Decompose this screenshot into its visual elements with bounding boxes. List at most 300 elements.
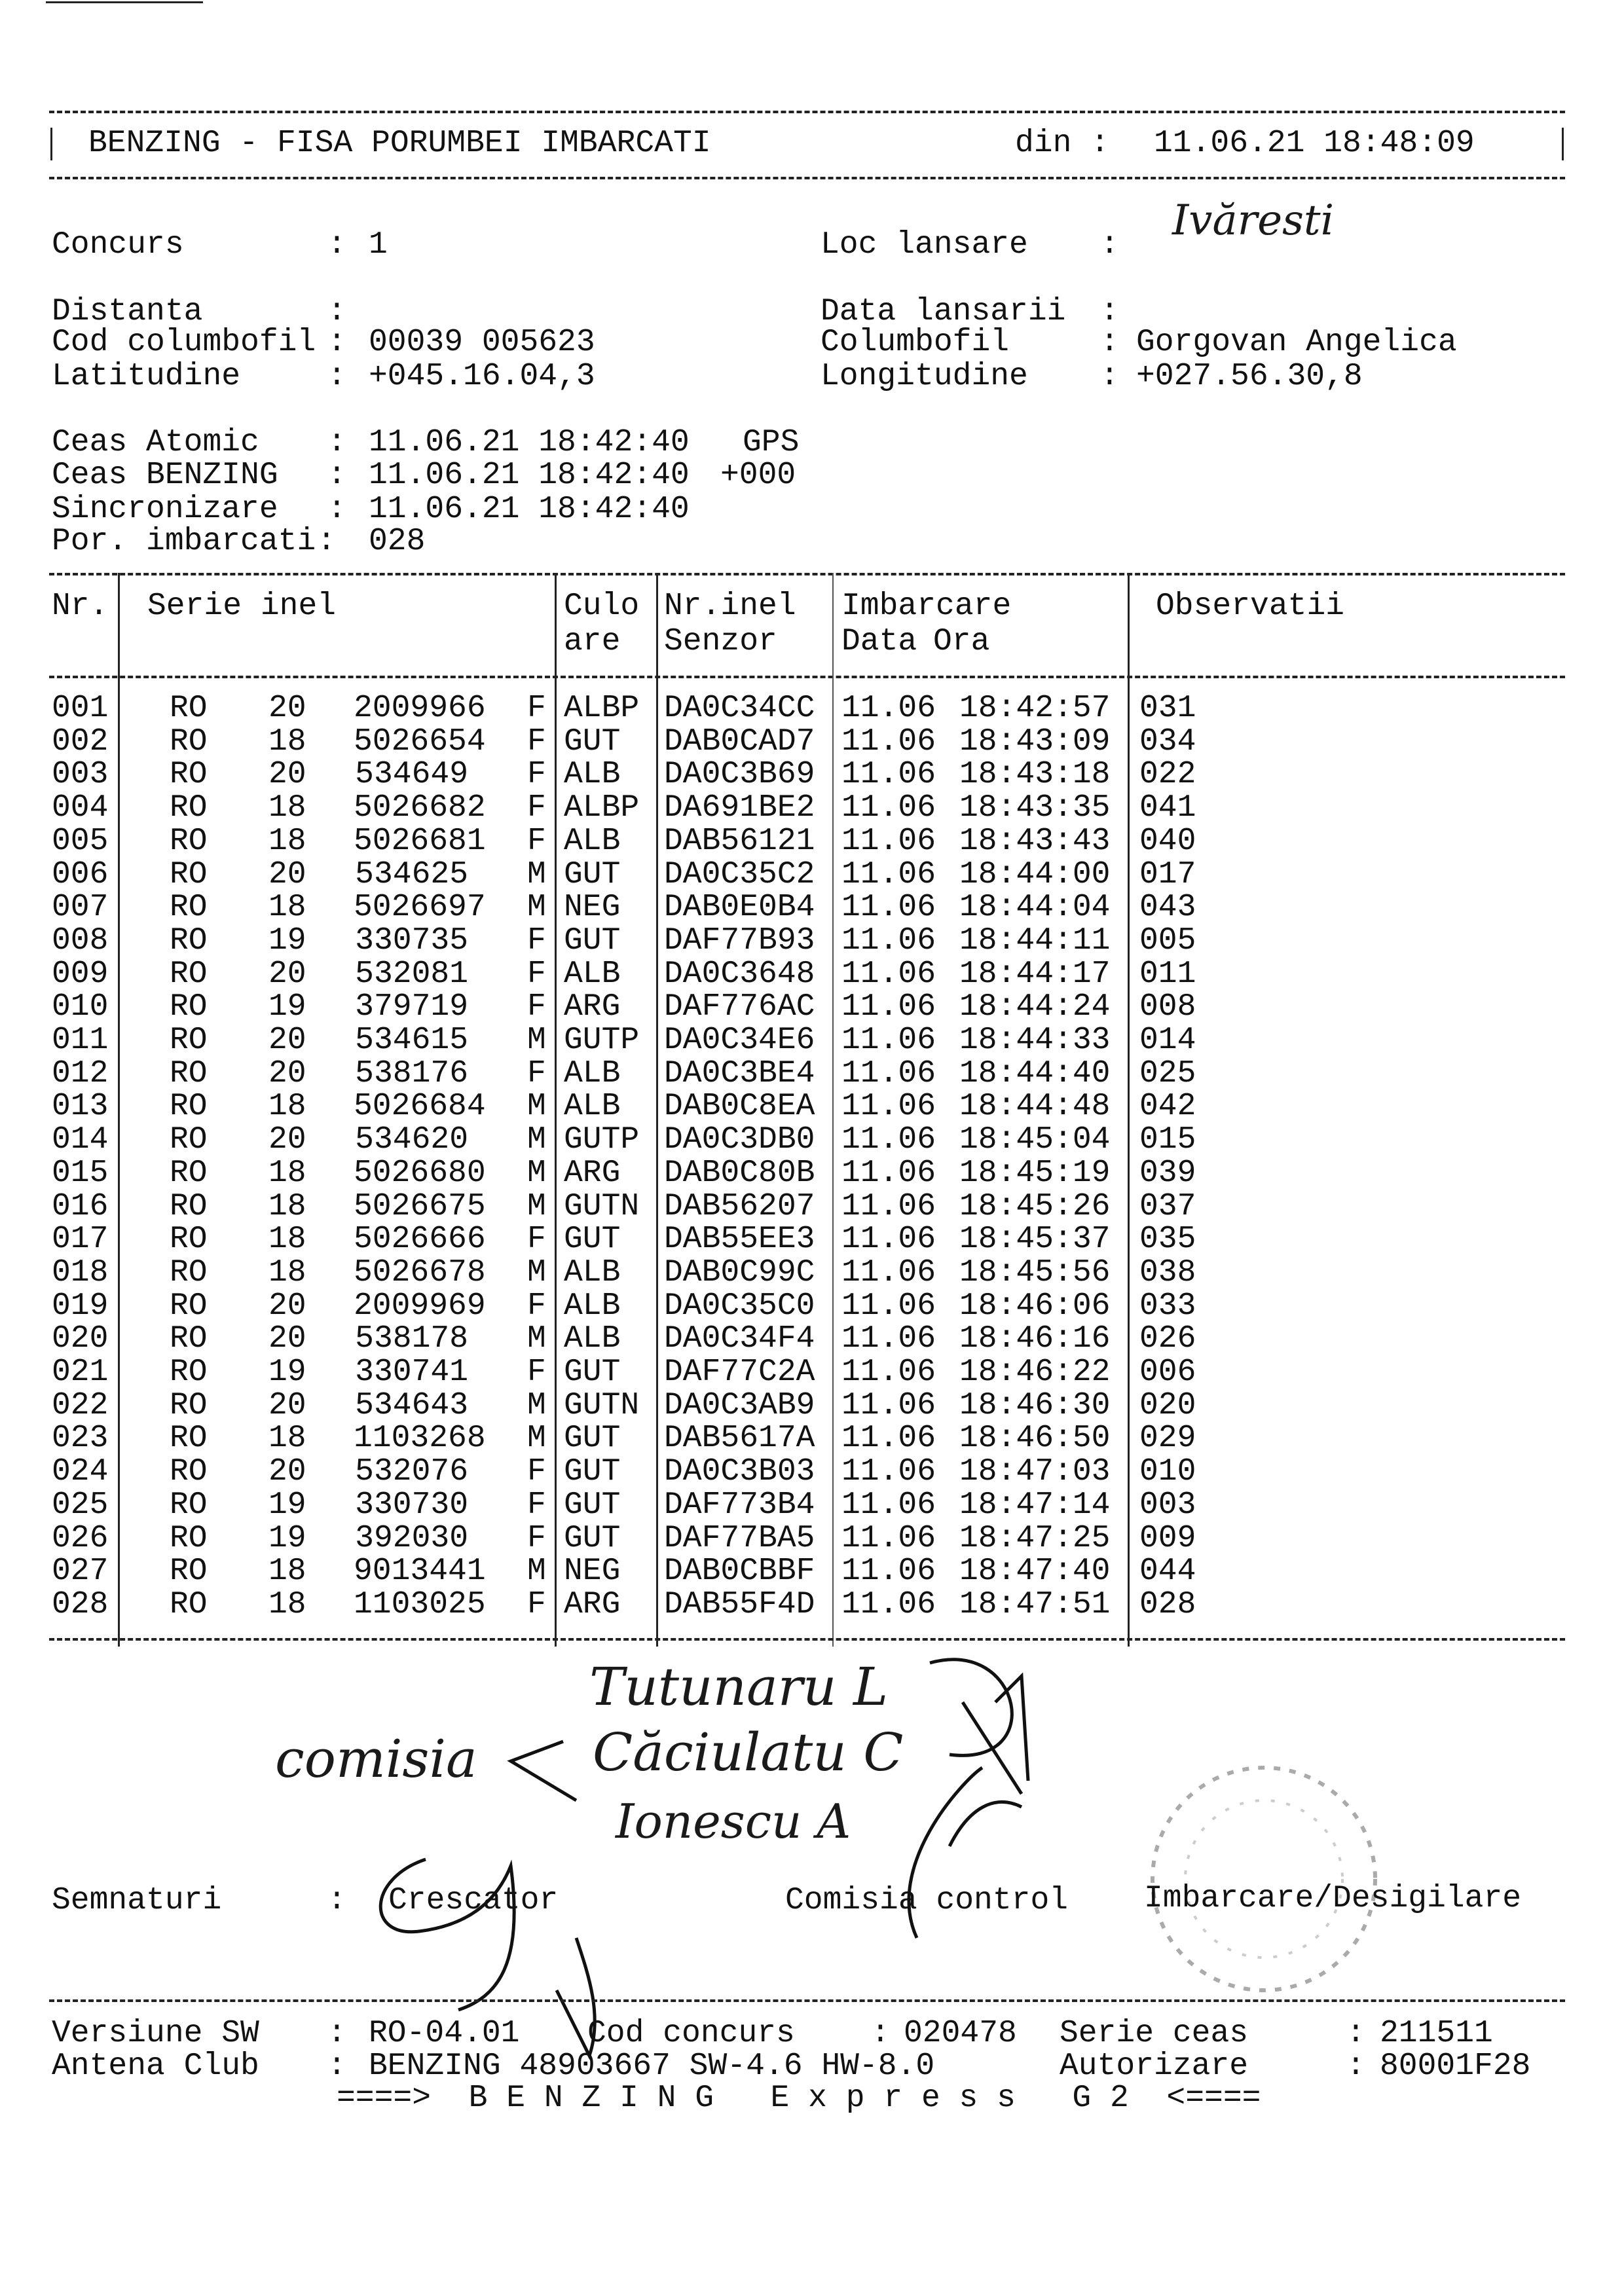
cell-time: 18:43:43 [959,823,1111,859]
por-imbarcati-label: Por. imbarcati [52,524,316,559]
colon: : [327,294,346,329]
cell-time: 18:44:00 [959,856,1111,892]
cell-sensor-id: DA0C35C0 [664,1288,815,1324]
cell-country: RO [170,823,208,859]
cell-ring-number: 538178 [355,1321,468,1357]
cell-sensor-id: DAB56121 [664,823,815,859]
cell-country: RO [170,1355,208,1390]
cell-sex: F [527,1487,546,1523]
cell-time: 18:44:33 [959,1023,1111,1058]
cell-sensor-id: DAB0C80B [664,1155,815,1191]
cell-date: 11.06 [841,1554,936,1590]
cell-sensor-id: DA0C3648 [664,956,815,992]
cell-row-number: 002 [52,723,109,759]
cell-observation: 008 [1139,989,1196,1025]
cell-ring-number: 5026680 [354,1155,486,1191]
cell-color: ALBP [564,790,640,826]
colon: : [1100,227,1119,263]
cell-color: ALB [564,1089,621,1125]
colon: : [1100,294,1119,329]
cell-date: 11.06 [841,790,936,826]
cell-sensor-id: DAB0E0B4 [664,890,815,926]
cell-color: ALB [564,1321,621,1357]
crescator-label: Crescator [388,1883,559,1918]
col-header-observatii: Observatii [1156,589,1345,624]
cell-time: 18:46:06 [959,1288,1111,1324]
colon: : [327,359,346,394]
cell-date: 11.06 [841,1122,936,1158]
colon: : [1346,2049,1365,2084]
cell-year: 20 [268,856,306,892]
cell-row-number: 008 [52,922,109,958]
cell-color: GUT [564,1487,621,1523]
cell-color: GUT [564,1454,621,1490]
cell-date: 11.06 [841,691,936,726]
cell-sensor-id: DAF773B4 [664,1487,815,1523]
cell-observation: 038 [1139,1254,1196,1290]
cell-observation: 009 [1139,1520,1196,1556]
cell-sensor-id: DAB0C8EA [664,1089,815,1125]
cell-year: 18 [268,823,306,859]
cell-sensor-id: DAB5617A [664,1421,815,1457]
cell-sex: F [527,790,546,826]
cell-color: GUTN [564,1387,640,1423]
cell-sensor-id: DA0C34F4 [664,1321,815,1357]
cell-time: 18:45:04 [959,1122,1111,1158]
cell-sex: F [527,1586,546,1622]
cell-year: 20 [268,1055,306,1091]
cell-country: RO [170,790,208,826]
cell-sex: F [527,922,546,958]
cell-color: GUTN [564,1188,640,1224]
cell-country: RO [170,1122,208,1158]
din-value: 11.06.21 18:48:09 [1154,126,1475,161]
cell-row-number: 005 [52,823,109,859]
cell-sex: M [527,1254,546,1290]
cell-ring-number: 5026666 [354,1222,486,1258]
cell-country: RO [170,1089,208,1125]
cell-date: 11.06 [841,1321,936,1357]
cell-observation: 005 [1139,922,1196,958]
cell-year: 20 [268,757,306,793]
document-title: BENZING - FISA PORUMBEI IMBARCATI [88,126,711,161]
cell-row-number: 023 [52,1421,109,1457]
ceas-benzing-value: 11.06.21 18:42:40 [369,458,690,493]
cell-year: 18 [268,1222,306,1258]
cell-year: 20 [268,1023,306,1058]
cell-sex: M [527,1321,546,1357]
cell-date: 11.06 [841,723,936,759]
cell-sensor-id: DA0C3B03 [664,1454,815,1490]
ceas-atomic-suffix: GPS [743,425,800,460]
cell-observation: 033 [1139,1288,1196,1324]
cell-ring-number: 5026684 [354,1089,486,1125]
signature-scribble-1 [930,1660,1028,1794]
colon: : [327,1883,346,1918]
cell-time: 18:44:11 [959,922,1111,958]
cell-country: RO [170,1520,208,1556]
colon: : [327,2049,346,2084]
cell-sensor-id: DA691BE2 [664,790,815,826]
cell-time: 18:45:56 [959,1254,1111,1290]
cell-sex: F [527,989,546,1025]
cell-sensor-id: DA0C3B69 [664,757,815,793]
cell-color: GUT [564,922,621,958]
cell-date: 11.06 [841,1055,936,1091]
cell-observation: 025 [1139,1055,1196,1091]
colon: : [1100,359,1119,394]
colon: : [327,492,346,527]
cell-time: 18:46:16 [959,1321,1111,1357]
cell-time: 18:42:57 [959,691,1111,726]
cell-observation: 022 [1139,757,1196,793]
cell-row-number: 015 [52,1155,109,1191]
cell-sensor-id: DAB56207 [664,1188,815,1224]
cell-sex: F [527,1222,546,1258]
cell-ring-number: 5026697 [354,890,486,926]
cell-time: 18:47:51 [959,1586,1111,1622]
handwritten-name-1: Tutunaru L [589,1656,889,1717]
cell-observation: 006 [1139,1355,1196,1390]
cell-time: 18:47:03 [959,1454,1111,1490]
cell-time: 18:43:18 [959,757,1111,793]
cell-sex: M [527,1421,546,1457]
cell-country: RO [170,723,208,759]
cell-row-number: 028 [52,1586,109,1622]
antena-club-label: Antena Club [52,2049,259,2084]
cell-year: 18 [268,1155,306,1191]
cell-sex: M [527,1089,546,1125]
cell-sex: F [527,691,546,726]
cell-row-number: 013 [52,1089,109,1125]
cell-sensor-id: DAB55F4D [664,1586,815,1622]
autorizare-value: 80001F28 [1380,2049,1531,2084]
cell-year: 18 [268,1421,306,1457]
colon: : [317,524,336,559]
cell-date: 11.06 [841,922,936,958]
cell-country: RO [170,1487,208,1523]
cell-observation: 028 [1139,1586,1196,1622]
cell-sensor-id: DA0C34E6 [664,1023,815,1058]
cell-date: 11.06 [841,890,936,926]
cell-date: 11.06 [841,757,936,793]
cell-color: ALB [564,1288,621,1324]
cell-color: GUT [564,856,621,892]
cell-color: ALBP [564,691,640,726]
cell-sensor-id: DAF776AC [664,989,815,1025]
cell-row-number: 027 [52,1554,109,1590]
cell-date: 11.06 [841,1421,936,1457]
latitudine-label: Latitudine [52,359,241,394]
col-header-culoare: Culo [564,589,640,624]
cell-year: 19 [268,989,306,1025]
cell-observation: 015 [1139,1122,1196,1158]
cell-date: 11.06 [841,1520,936,1556]
col-header-imbarcare: Imbarcare [841,589,1012,624]
columbofil-value: Gorgovan Angelica [1136,325,1457,360]
cell-date: 11.06 [841,1222,936,1258]
col-header-senzor: Senzor [664,624,777,659]
cell-row-number: 024 [52,1454,109,1490]
cell-country: RO [170,757,208,793]
cell-country: RO [170,1321,208,1357]
cell-year: 18 [268,1554,306,1590]
cell-country: RO [170,1387,208,1423]
cell-observation: 031 [1139,691,1196,726]
cell-country: RO [170,1421,208,1457]
cell-row-number: 004 [52,790,109,826]
cell-time: 18:44:40 [959,1055,1111,1091]
col-header-nr-inel: Nr.inel [664,589,796,624]
cell-ring-number: 538176 [355,1055,468,1091]
cell-sensor-id: DA0C3DB0 [664,1122,815,1158]
cell-color: GUT [564,1421,621,1457]
colon: : [327,425,346,460]
cell-observation: 017 [1139,856,1196,892]
cell-year: 19 [268,1487,306,1523]
colon: : [871,2016,890,2051]
cell-year: 19 [268,1520,306,1556]
cell-ring-number: 379719 [355,989,468,1025]
cell-sex: F [527,1454,546,1490]
col-header-data: Data [841,624,917,659]
cell-row-number: 001 [52,691,109,726]
cell-color: NEG [564,890,621,926]
semnaturi-label: Semnaturi [52,1883,222,1918]
cell-sex: F [527,1055,546,1091]
cell-country: RO [170,1055,208,1091]
cell-year: 20 [268,1122,306,1158]
cell-color: ARG [564,1155,621,1191]
colon: : [327,2016,346,2051]
cell-observation: 011 [1139,956,1196,992]
cell-row-number: 006 [52,856,109,892]
cell-country: RO [170,989,208,1025]
cell-year: 18 [268,1089,306,1125]
cell-observation: 014 [1139,1023,1196,1058]
cell-year: 19 [268,922,306,958]
cell-year: 20 [268,1321,306,1357]
cell-time: 18:47:40 [959,1554,1111,1590]
cell-ring-number: 532076 [355,1454,468,1490]
cell-observation: 037 [1139,1188,1196,1224]
loc-lansare-handwritten-value: Ivăresti [1172,196,1335,245]
cell-sex: F [527,1520,546,1556]
concurs-value: 1 [369,227,388,263]
stamp-inner-circle [1185,1800,1342,1958]
cell-color: ALB [564,757,621,793]
cell-date: 11.06 [841,1355,936,1390]
cell-ring-number: 5026681 [354,823,486,859]
cell-time: 18:45:37 [959,1222,1111,1258]
cell-year: 18 [268,1188,306,1224]
cod-columbofil-label: Cod columbofil [52,325,316,360]
cell-color: GUT [564,1222,621,1258]
colon: : [327,227,346,263]
cell-observation: 042 [1139,1089,1196,1125]
footer-separator [49,1999,1565,2002]
cell-row-number: 020 [52,1321,109,1357]
cell-date: 11.06 [841,1586,936,1622]
cell-time: 18:44:24 [959,989,1111,1025]
cell-time: 18:44:04 [959,890,1111,926]
cell-sex: F [527,757,546,793]
cell-ring-number: 5026678 [354,1254,486,1290]
cell-year: 18 [268,890,306,926]
cell-sensor-id: DAB55EE3 [664,1222,815,1258]
cell-color: GUTP [564,1023,640,1058]
cell-observation: 003 [1139,1487,1196,1523]
cell-row-number: 021 [52,1355,109,1390]
cell-row-number: 009 [52,956,109,992]
cell-color: ALB [564,1055,621,1091]
cell-country: RO [170,1454,208,1490]
col-header-nr: Nr. [52,589,109,624]
handwritten-name-2: Căciulatu C [593,1722,904,1783]
cell-row-number: 026 [52,1520,109,1556]
cell-country: RO [170,890,208,926]
cell-color: GUT [564,1520,621,1556]
cell-observation: 041 [1139,790,1196,826]
cell-color: ARG [564,1586,621,1622]
ceas-benzing-suffix: +000 [720,458,796,493]
cell-color: GUT [564,1355,621,1390]
cell-year: 18 [268,790,306,826]
ceas-atomic-value: 11.06.21 18:42:40 [369,425,690,460]
versiune-sw-label: Versiune SW [52,2016,259,2051]
cell-year: 20 [268,956,306,992]
cell-sensor-id: DAF77C2A [664,1355,815,1390]
cell-sex: F [527,956,546,992]
bracket-arrow-mark [511,1741,576,1800]
cell-year: 20 [268,691,306,726]
ceas-atomic-label: Ceas Atomic [52,425,259,460]
cell-row-number: 017 [52,1222,109,1258]
cell-observation: 010 [1139,1454,1196,1490]
cell-ring-number: 9013441 [354,1554,486,1590]
cell-country: RO [170,956,208,992]
cell-sex: M [527,856,546,892]
cell-sex: M [527,1122,546,1158]
cell-country: RO [170,1254,208,1290]
cell-time: 18:46:22 [959,1355,1111,1390]
col-header-ora: Ora [933,624,990,659]
columbofil-label: Columbofil [821,325,1010,360]
benzing-express-banner: ====> B E N Z I N G E x p r e s s G 2 <==== [337,2081,1261,2116]
cell-observation: 034 [1139,723,1196,759]
cell-country: RO [170,1188,208,1224]
cell-sensor-id: DA0C3BE4 [664,1055,815,1091]
cell-country: RO [170,1288,208,1324]
cell-row-number: 018 [52,1254,109,1290]
cell-row-number: 003 [52,757,109,793]
cell-sex: F [527,723,546,759]
cell-time: 18:45:26 [959,1188,1111,1224]
cell-country: RO [170,856,208,892]
cell-sex: M [527,1155,546,1191]
cod-concurs-label: Cod concurs [587,2016,795,2051]
latitudine-value: +045.16.04,3 [369,359,595,394]
longitudine-label: Longitudine [821,359,1028,394]
sincronizare-label: Sincronizare [52,492,278,527]
imbarcare-desigilare-label: Imbarcare/Desigilare [1144,1881,1522,1916]
cell-row-number: 014 [52,1122,109,1158]
cell-year: 18 [268,1254,306,1290]
cell-time: 18:43:35 [959,790,1111,826]
distanta-label: Distanta [52,294,203,329]
antena-club-value: BENZING 48903667 SW-4.6 HW-8.0 [369,2049,935,2084]
cell-sensor-id: DAB0CBBF [664,1554,815,1590]
cell-ring-number: 2009969 [354,1288,486,1324]
longitudine-value: +027.56.30,8 [1136,359,1363,394]
cell-sex: M [527,890,546,926]
cell-ring-number: 2009966 [354,691,486,726]
cell-observation: 029 [1139,1421,1196,1457]
cell-row-number: 012 [52,1055,109,1091]
cell-color: GUT [564,723,621,759]
cell-observation: 020 [1139,1387,1196,1423]
cell-year: 20 [268,1387,306,1423]
cell-sensor-id: DAB0C99C [664,1254,815,1290]
cell-ring-number: 532081 [355,956,468,992]
cell-sex: M [527,1023,546,1058]
serie-ceas-value: 211511 [1380,2016,1493,2051]
cell-row-number: 010 [52,989,109,1025]
cell-year: 20 [268,1288,306,1324]
cell-ring-number: 330735 [355,922,468,958]
serie-ceas-label: Serie ceas [1060,2016,1249,2051]
colon: : [327,325,346,360]
cell-year: 19 [268,1355,306,1390]
cell-date: 11.06 [841,1155,936,1191]
cell-sex: M [527,1554,546,1590]
handwritten-comisia: comisia [275,1728,477,1789]
cell-sensor-id: DA0C3AB9 [664,1387,815,1423]
colon: : [1100,325,1119,360]
data-lansarii-label: Data lansarii [821,294,1066,329]
cell-country: RO [170,691,208,726]
comisia-control-label: Comisia control [785,1883,1069,1918]
cell-ring-number: 330730 [355,1487,468,1523]
cell-ring-number: 392030 [355,1520,468,1556]
cell-color: GUTP [564,1122,640,1158]
cell-ring-number: 534643 [355,1387,468,1423]
colon: : [327,458,346,493]
cell-date: 11.06 [841,1454,936,1490]
col-header-culoare-2: are [564,624,621,659]
loc-lansare-label: Loc lansare [821,227,1028,263]
cell-ring-number: 5026682 [354,790,486,826]
cell-sex: M [527,1387,546,1423]
cell-color: ALB [564,956,621,992]
cell-date: 11.06 [841,856,936,892]
cell-time: 18:47:25 [959,1520,1111,1556]
cell-date: 11.06 [841,1288,936,1324]
sincronizare-value: 11.06.21 18:42:40 [369,492,690,527]
cell-date: 11.06 [841,956,936,992]
cell-sex: F [527,823,546,859]
cell-year: 20 [268,1454,306,1490]
cell-sex: F [527,1288,546,1324]
cell-time: 18:44:48 [959,1089,1111,1125]
cell-ring-number: 534620 [355,1122,468,1158]
cell-date: 11.06 [841,1254,936,1290]
cell-row-number: 007 [52,890,109,926]
cell-color: ALB [564,823,621,859]
handwritten-name-3: Ionescu A [616,1794,851,1849]
cell-sensor-id: DAB0CAD7 [664,723,815,759]
cell-row-number: 019 [52,1288,109,1324]
